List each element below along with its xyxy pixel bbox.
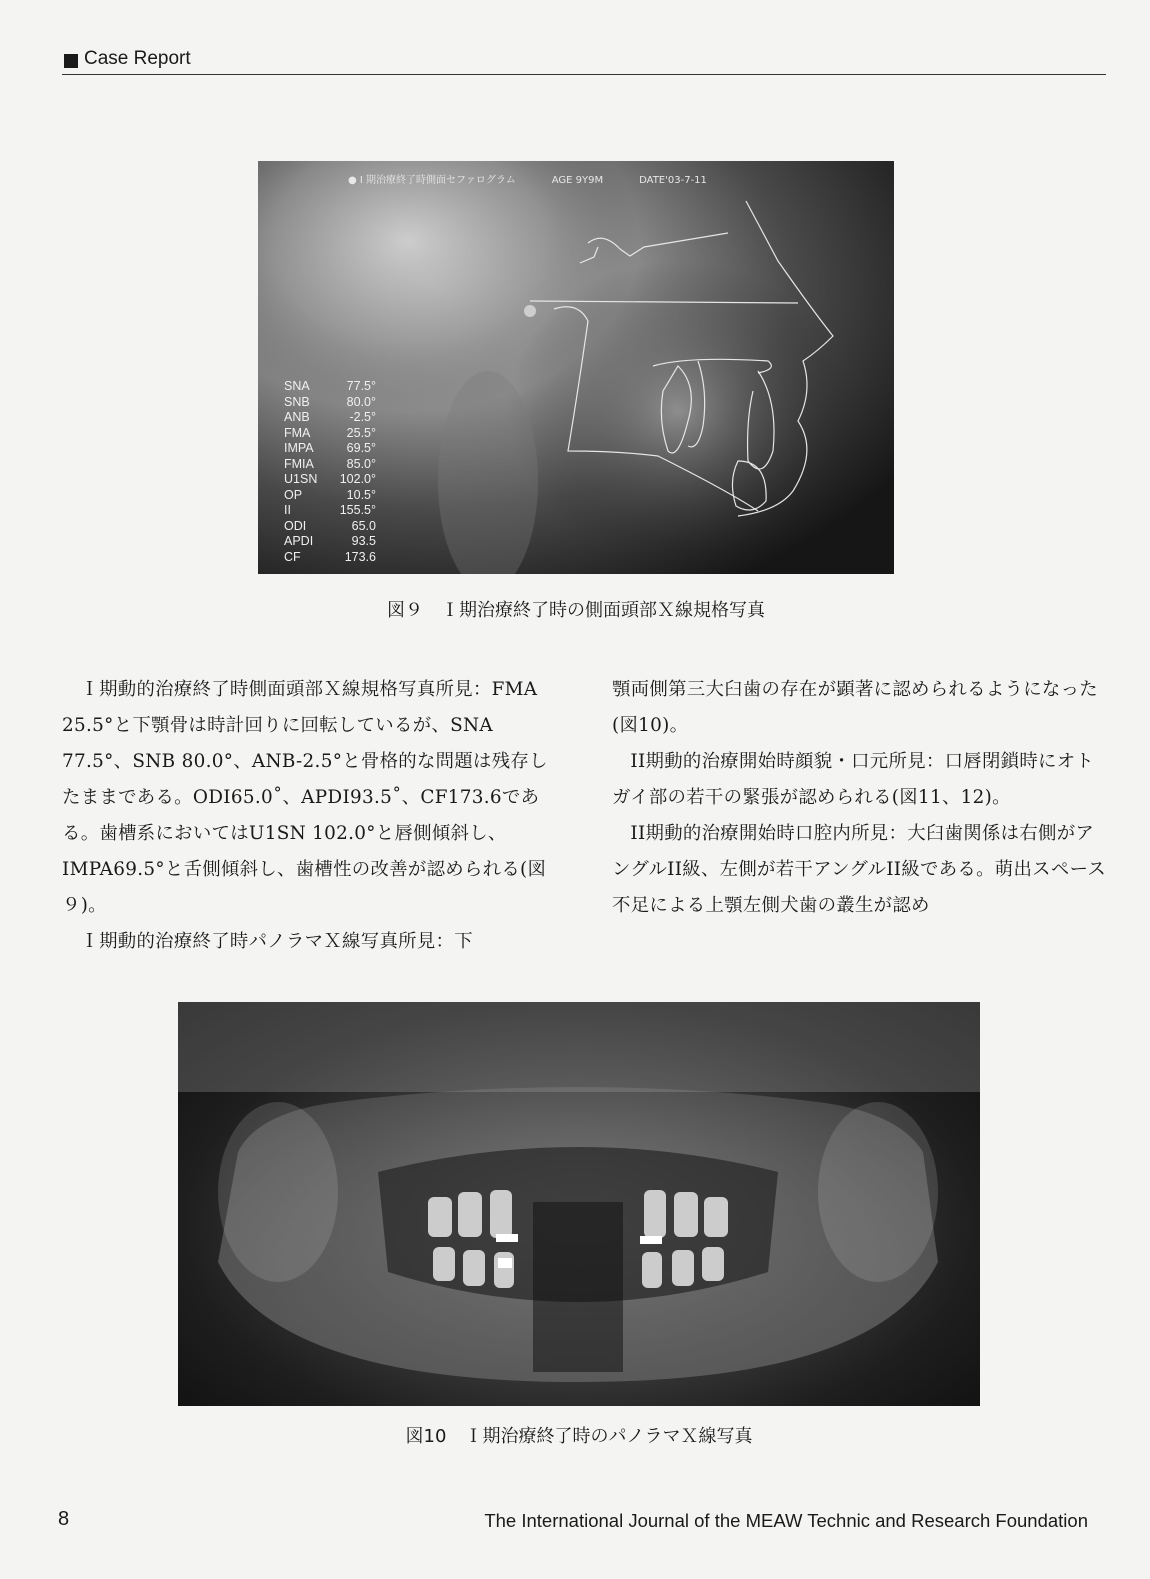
overlay-title: ● I 期治療終了時側面セファログラム <box>348 175 516 186</box>
measurement-row <box>284 410 376 426</box>
measurement-key: SNA <box>284 379 310 393</box>
measurement-row <box>284 395 376 411</box>
figure-10-caption: 図10 Ｉ期治療終了時のパノラマＸ線写真 <box>405 1426 753 1447</box>
measurement-key: IMPA <box>284 441 314 455</box>
measurement-key: II <box>284 503 291 517</box>
figure-9-caption: 図９ Ｉ期治療終了時の側面頭部Ｘ線規格写真 <box>387 600 765 621</box>
journal-name: The International Journal of the MEAW Technic and Research Foundation <box>484 1510 1088 1531</box>
measurement-key: ANB <box>284 410 310 424</box>
measurement-row <box>284 488 376 504</box>
measurement-key: APDI <box>284 534 314 548</box>
section-label: Case Report <box>84 48 191 69</box>
measurement-key: OP <box>284 487 303 502</box>
overlay-date: DATE'03-7-11 <box>639 175 707 186</box>
measurement-key: SNB <box>284 394 310 409</box>
measurement-value: 77.5° <box>346 379 376 393</box>
measurement-row <box>284 503 376 519</box>
measurement-row <box>284 472 376 488</box>
text-column-right <box>612 672 1112 924</box>
measurement-value: 85.0° <box>346 456 376 471</box>
measurement-row <box>284 534 376 550</box>
measurement-key: FMA <box>284 425 311 440</box>
measurement-key: CF <box>284 549 301 564</box>
measurement-value: 80.0° <box>346 394 376 409</box>
panoramic-xray-image <box>178 1002 980 1406</box>
measurement-row <box>284 550 376 566</box>
measurement-table <box>284 379 376 565</box>
panoramic-xray-illustration <box>178 1002 980 1406</box>
paragraph: II期動的治療開始時口腔内所見：大臼歯関係は右側がアングルII級、左側が若干アングルII級である。萌出スペース不足による上顎左側犬歯の叢生が認め <box>612 823 1107 916</box>
measurement-row <box>284 457 376 473</box>
cephalogram-overlay-header <box>348 171 743 186</box>
measurement-value: 69.5° <box>346 441 376 455</box>
measurement-row <box>284 519 376 535</box>
section-marker-icon <box>64 54 78 68</box>
measurement-key: FMIA <box>284 456 314 471</box>
measurement-key: U1SN <box>284 472 318 486</box>
measurement-row <box>284 441 376 457</box>
measurement-value: 102.0° <box>339 472 376 486</box>
measurement-value: 25.5° <box>346 425 376 440</box>
measurement-value: 173.6 <box>344 549 376 564</box>
measurement-value: 155.5° <box>339 503 376 517</box>
page-header <box>62 46 1106 75</box>
paragraph: 顎両側第三大臼歯の存在が顕著に認められるようになった(図10)。 <box>612 679 1098 736</box>
text-column-left <box>62 672 562 960</box>
paragraph: Ｉ期動的治療終了時側面頭部Ｘ線規格写真所見：FMA 25.5°と下顎骨は時計回りに回転しているが、SNA 77.5°、SNB 80.0°、ANB-2.5°と骨格的な問題は残存したままである。ODI65.0˚、APDI93.5˚、CF173.6である。歯槽系においてはU1SN 102.0°と唇側傾斜し、IMPA69.5°と舌側傾斜し、歯槽性の改善が認められる(図９)。 <box>62 679 548 916</box>
paragraph: II期動的治療開始時顔貌・口元所見：口唇閉鎖時にオトガイ部の若干の緊張が認められる(図11、12)。 <box>612 751 1095 808</box>
measurement-row <box>284 379 376 395</box>
measurement-value: 65.0 <box>351 518 376 533</box>
measurement-value: -2.5° <box>349 410 376 424</box>
measurement-value: 93.5 <box>351 534 376 548</box>
measurement-value: 10.5° <box>346 487 376 502</box>
measurement-key: ODI <box>284 518 307 533</box>
paragraph: Ｉ期動的治療終了時パノラマＸ線写真所見：下 <box>80 931 473 952</box>
page-number: 8 <box>58 1508 70 1530</box>
overlay-age: AGE 9Y9M <box>551 175 604 186</box>
measurement-row <box>284 426 376 442</box>
cephalogram-image <box>258 161 894 574</box>
